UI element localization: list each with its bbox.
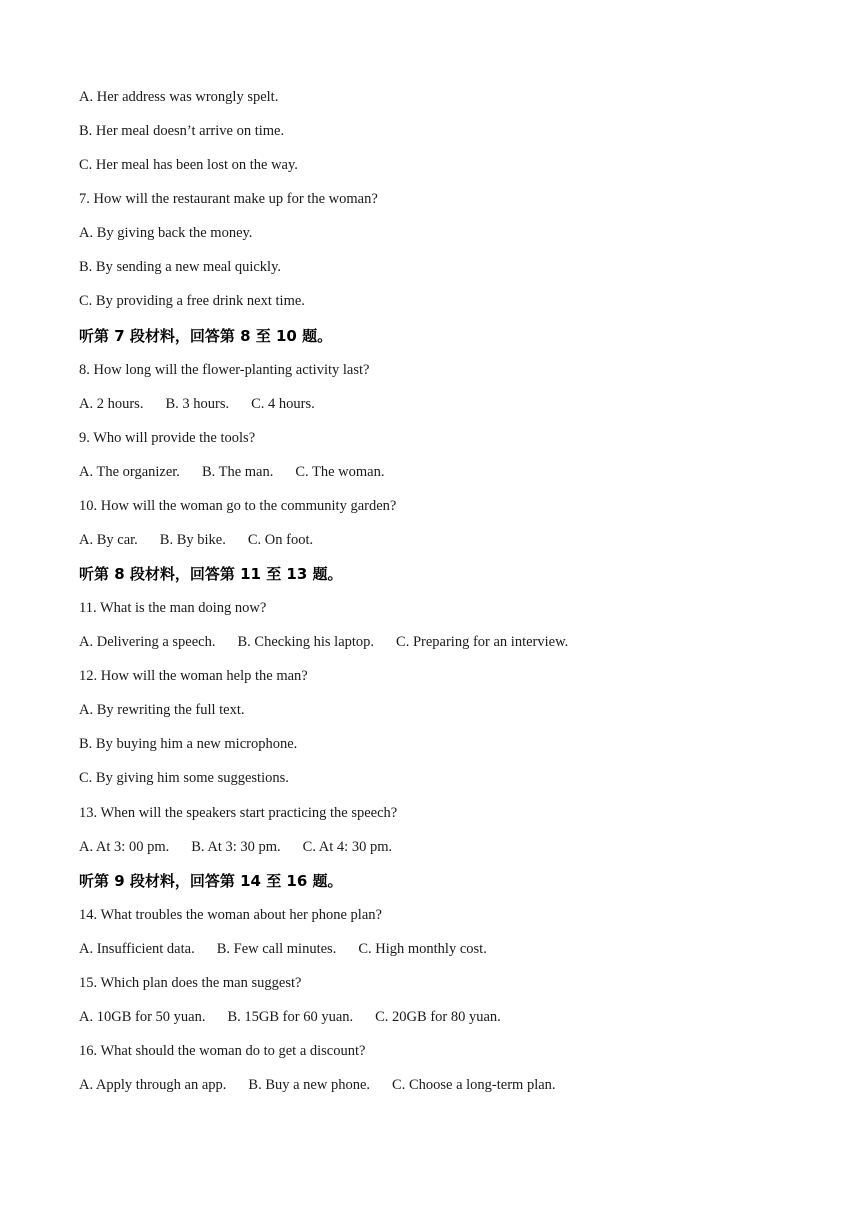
option-row <box>79 394 315 414</box>
question-line: 7. How will the restaurant make up for the woman? <box>79 191 378 208</box>
question-line: A. By rewriting the full text. <box>79 702 245 719</box>
question-line: 12. How will the woman help the man? <box>79 668 308 685</box>
answer-option: B. Few call minutes. <box>216 940 337 957</box>
question-line: C. By providing a free drink next time. <box>79 293 305 310</box>
answer-option: A. The organizer. <box>79 463 180 480</box>
answer-option: C. 4 hours. <box>251 395 315 412</box>
section-heading: 听第 8 段材料，回答第 11 至 13 题。 <box>79 565 343 583</box>
section-heading: 听第 9 段材料，回答第 14 至 16 题。 <box>79 871 343 890</box>
answer-option: C. Preparing for an interview. <box>396 634 569 651</box>
question-line: 14. What troubles the woman about her phone plan? <box>79 906 382 923</box>
answer-option: A. 10GB for 50 yuan. <box>79 1008 206 1025</box>
option-row <box>79 1075 556 1095</box>
question-line: 10. How will the woman go to the community garden? <box>79 497 397 514</box>
answer-option: B. The man. <box>201 463 274 480</box>
answer-option: C. Choose a long-term plan. <box>392 1077 556 1093</box>
question-line: 9. Who will provide the tools? <box>79 429 256 446</box>
question-line: 8. How long will the flower-planting activity last? <box>79 361 370 378</box>
question-line: B. By sending a new meal quickly. <box>79 259 282 276</box>
answer-option: C. The woman. <box>295 463 385 480</box>
question-line: A. Her address was wrongly spelt. <box>79 89 279 105</box>
option-row <box>79 632 568 652</box>
answer-option: C. At 4: 30 pm. <box>302 838 393 855</box>
answer-option: A. By car. <box>79 531 138 548</box>
answer-option: B. 3 hours. <box>165 395 230 412</box>
answer-option: B. Buy a new phone. <box>248 1077 371 1093</box>
question-line: C. Her meal has been lost on the way. <box>79 157 298 174</box>
option-row <box>79 939 487 959</box>
question-line: 11. What is the man doing now? <box>79 600 267 616</box>
question-line: B. By buying him a new microphone. <box>79 736 298 753</box>
option-row <box>79 1007 501 1027</box>
answer-option: C. On foot. <box>247 531 314 548</box>
answer-option: A. Apply through an app. <box>79 1077 227 1093</box>
option-row <box>79 837 392 857</box>
answer-option: A. 2 hours. <box>79 395 144 412</box>
answer-option: B. By bike. <box>159 531 226 548</box>
answer-option: C. 20GB for 80 yuan. <box>375 1008 501 1025</box>
answer-option: A. At 3: 00 pm. <box>79 838 170 855</box>
option-row <box>79 462 385 482</box>
answer-option: B. 15GB for 60 yuan. <box>227 1008 354 1025</box>
section-heading: 听第 7 段材料，回答第 8 至 10 题。 <box>79 326 333 345</box>
question-line: C. By giving him some suggestions. <box>79 770 289 787</box>
answer-option: A. Delivering a speech. <box>79 634 216 651</box>
question-line: A. By giving back the money. <box>79 225 253 242</box>
answer-option: B. At 3: 30 pm. <box>191 838 281 855</box>
answer-option: A. Insufficient data. <box>79 940 195 957</box>
answer-option: B. Checking his laptop. <box>237 634 375 651</box>
question-line: 15. Which plan does the man suggest? <box>79 974 302 991</box>
question-line: 13. When will the speakers start practicing the speech? <box>79 804 398 821</box>
answer-option: C. High monthly cost. <box>358 940 487 957</box>
question-line: 16. What should the woman do to get a discount? <box>79 1043 366 1059</box>
option-row <box>79 530 313 550</box>
question-line: B. Her meal doesn’t arrive on time. <box>79 123 285 140</box>
